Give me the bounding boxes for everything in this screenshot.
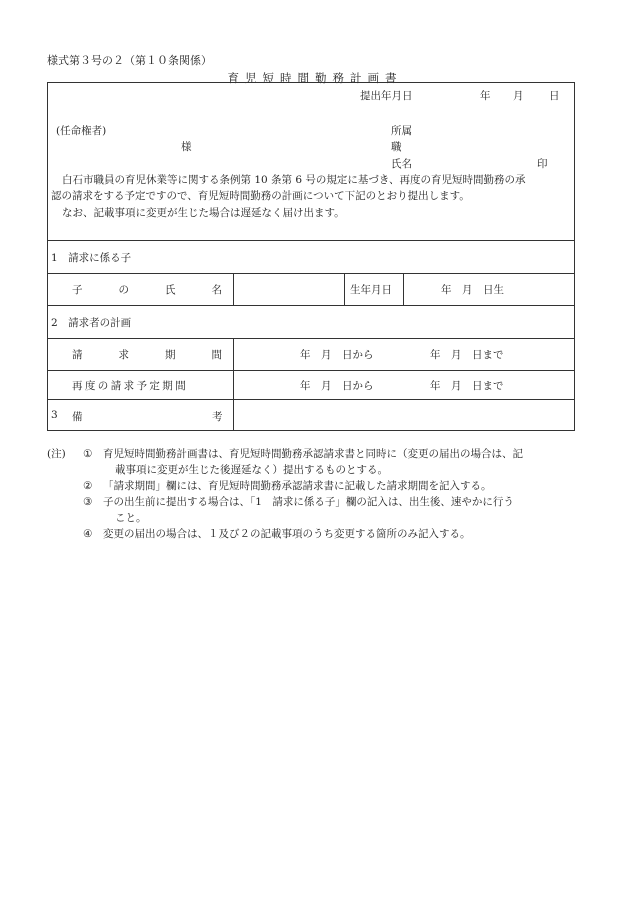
note-number: ②	[83, 480, 93, 492]
column-divider	[233, 273, 234, 305]
section1-heading: 1 請求に係る子	[51, 252, 132, 264]
note-number: ①	[83, 448, 93, 460]
submission-date-label: 提出年月日	[360, 90, 413, 102]
document-title: 育児短時間勤務計画書	[227, 71, 403, 85]
year-label: 年	[480, 90, 491, 102]
request-period-label: 請 求 期 間	[72, 349, 222, 361]
position-label: 職	[391, 141, 402, 153]
month-label: 月	[513, 90, 524, 102]
divider-line	[48, 305, 574, 306]
note-number: ④	[83, 528, 93, 540]
form-table	[47, 82, 575, 431]
column-divider	[233, 338, 234, 431]
note-item	[47, 446, 587, 478]
note-text: 変更の届出の場合は、１及び２の記載事項のうち変更する箇所のみ記入する。	[103, 528, 471, 540]
request-period-to: 年 月 日まで	[430, 349, 504, 361]
divider-line	[48, 273, 574, 274]
divider-line	[48, 399, 574, 400]
remarks-label-b: 考	[212, 411, 223, 423]
section3-number: 3	[51, 409, 58, 421]
re-request-period-from: 年 月 日から	[300, 380, 374, 392]
divider-line	[48, 338, 574, 339]
birth-date-label: 生年月日	[350, 284, 392, 296]
note-text-continued: こと。	[115, 512, 147, 524]
child-name-label: 子 の 氏 名	[72, 284, 222, 296]
note-item	[47, 526, 587, 542]
column-divider	[403, 273, 404, 305]
body-paragraph-2: なお、記載事項に変更が生じた場合は遅延なく届け出ます。	[62, 207, 345, 219]
form-number-label: 様式第３号の２（第１０条関係）	[47, 54, 212, 67]
honorific-label: 様	[181, 141, 192, 153]
note-item	[47, 494, 587, 526]
body-paragraph-line1: 白石市職員の育児休業等に関する条例第 10 条第 6 号の規定に基づき、再度の育児短時間勤務の承	[62, 174, 526, 186]
re-request-period-to: 年 月 日まで	[430, 380, 504, 392]
note-number: ③	[83, 496, 93, 508]
day-label: 日	[549, 90, 560, 102]
appointer-label: (任命権者)	[56, 125, 107, 137]
birth-date-value: 年 月 日生	[441, 284, 504, 296]
body-paragraph-line2: 認の請求をする予定ですので、育児短時間勤務の計画について下記のとおり提出します。	[51, 190, 470, 202]
divider-line	[48, 370, 574, 371]
notes-block	[47, 446, 587, 542]
note-text-continued: 載事項に変更が生じた後遅延なく）提出するものとする。	[115, 464, 388, 476]
remarks-label-a: 備	[72, 411, 83, 423]
note-text: 子の出生前に提出する場合は、「1 請求に係る子」欄の記入は、出生後、速やかに行う	[103, 496, 514, 508]
note-text: 育児短時間勤務計画書は、育児短時間勤務承認請求書と同時に（変更の届出の場合は、記	[103, 448, 523, 460]
name-label: 氏名	[391, 158, 412, 170]
note-item	[47, 478, 587, 494]
section2-heading: 2 請求者の計画	[51, 317, 132, 329]
divider-line	[48, 240, 574, 241]
request-period-from: 年 月 日から	[300, 349, 374, 361]
affiliation-label: 所属	[391, 125, 412, 137]
seal-label: 印	[537, 158, 548, 170]
note-text: 「請求期間」欄には、育児短時間勤務承認請求書に記載した請求期間を記入する。	[103, 480, 492, 492]
notes-heading: (注)	[47, 448, 66, 460]
re-request-period-label: 再度の請求予定期間	[72, 380, 189, 392]
column-divider	[344, 273, 345, 305]
